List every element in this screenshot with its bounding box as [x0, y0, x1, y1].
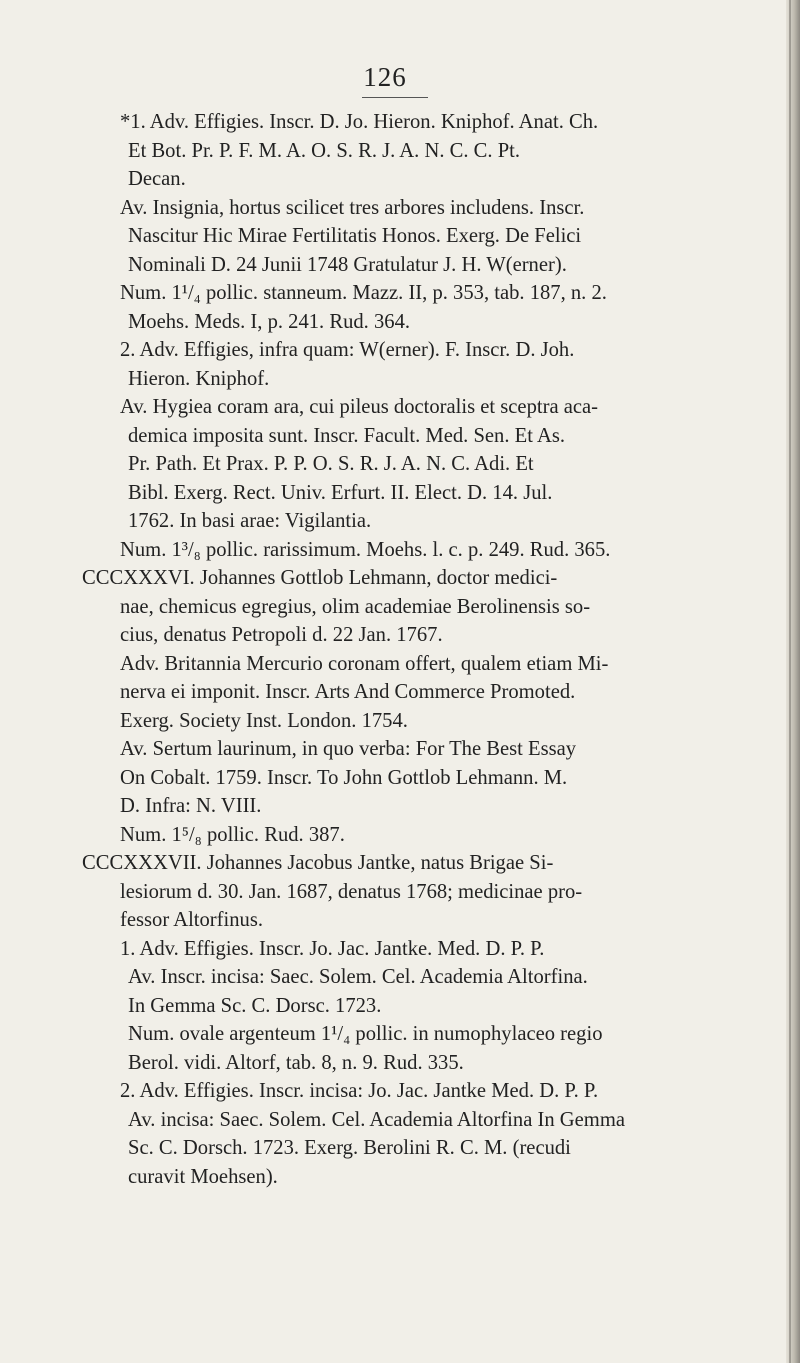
page-edge-line	[789, 0, 791, 1363]
text-line: CCCXXXVII. Johannes Jacobus Jantke, natus Brigae Si-	[82, 852, 554, 874]
text-line: curavit Moehsen).	[128, 1165, 278, 1188]
text-line: Num. 1¹/₄ pollic. stanneum. Mazz. II, p. 353, tab. 187, n. 2.	[120, 282, 607, 304]
header-rule	[362, 97, 428, 98]
text-line: nerva ei imponit. Inscr. Arts And Commerce Promoted.	[120, 681, 576, 703]
text-line: Av. Inscr. incisa: Saec. Solem. Cel. Academia Altorfina.	[128, 966, 588, 988]
text-line: Sc. C. Dorsch. 1723. Exerg. Berolini R. C. M. (recudi	[128, 1137, 571, 1159]
text-line: Num. ovale argenteum 1¹/₄ pollic. in numophylaceo regio	[128, 1023, 603, 1045]
text-line: Hieron. Kniphof.	[128, 367, 270, 390]
text-line: lesiorum d. 30. Jan. 1687, denatus 1768; medicinae pro-	[120, 880, 583, 903]
text-line: nae, chemicus egregius, olim academiae Berolinensis so-	[120, 595, 591, 618]
text-block	[82, 108, 772, 1191]
text-line: Av. Hygiea coram ara, cui pileus doctoralis et sceptra aca-	[120, 396, 599, 418]
text-line: Moehs. Meds. I, p. 241. Rud. 364.	[128, 310, 411, 333]
text-line: Nominali D. 24 Junii 1748 Gratulatur J. H. W(erner).	[128, 253, 567, 276]
text-line: Av. incisa: Saec. Solem. Cel. Academia Altorfina In Gemma	[128, 1108, 625, 1131]
text-line: 2. Adv. Effigies, infra quam: W(erner). F. Inscr. D. Joh.	[120, 339, 575, 361]
text-line: Num. 1⁵/₈ pollic. Rud. 387.	[120, 823, 345, 846]
text-line: 2. Adv. Effigies. Inscr. incisa: Jo. Jac. Jantke Med. D. P. P.	[120, 1080, 599, 1102]
text-line: 1762. In basi arae: Vigilantia.	[128, 510, 372, 532]
text-line: Bibl. Exerg. Rect. Univ. Erfurt. II. Elect. D. 14. Jul.	[128, 481, 553, 504]
text-line: Et Bot. Pr. P. F. M. A. O. S. R. J. A. N. C. C. Pt.	[128, 139, 521, 162]
text-line: D. Infra: N. VIII.	[120, 795, 262, 817]
page-number: 126	[363, 62, 407, 92]
text-line: In Gemma Sc. C. Dorsc. 1723.	[128, 994, 382, 1017]
text-line: Decan.	[128, 168, 186, 190]
text-line: fessor Altorfinus.	[120, 909, 263, 931]
text-line: Berol. vidi. Altorf, tab. 8, n. 9. Rud. 335.	[128, 1051, 464, 1074]
text-line: CCCXXXVI. Johannes Gottlob Lehmann, doctor medici-	[82, 567, 558, 589]
text-line: *1. Adv. Effigies. Inscr. D. Jo. Hieron. Kniphof. Anat. Ch.	[120, 111, 599, 133]
text-line: Nascitur Hic Mirae Fertilitatis Honos. Exerg. De Felici	[128, 225, 582, 247]
text-line: Exerg. Society Inst. London. 1754.	[120, 709, 408, 732]
text-line: Av. Insignia, hortus scilicet tres arbores includens. Inscr.	[120, 196, 585, 219]
text-line: demica imposita sunt. Inscr. Facult. Med. Sen. Et As.	[128, 424, 565, 447]
text-line: On Cobalt. 1759. Inscr. To John Gottlob Lehmann. M.	[120, 766, 568, 789]
text-line: Num. 1³/₈ pollic. rarissimum. Moehs. l. c. p. 249. Rud. 365.	[120, 538, 611, 561]
text-line: Adv. Britannia Mercurio coronam offert, qualem etiam Mi-	[120, 652, 609, 675]
text-line: cius, denatus Petropoli d. 22 Jan. 1767.	[120, 624, 443, 646]
text-line: Pr. Path. Et Prax. P. P. O. S. R. J. A. N. C. Adi. Et	[128, 453, 534, 475]
text-line: Av. Sertum laurinum, in quo verba: For The Best Essay	[120, 738, 577, 760]
text-line: 1. Adv. Effigies. Inscr. Jo. Jac. Jantke. Med. D. P. P.	[120, 937, 545, 960]
